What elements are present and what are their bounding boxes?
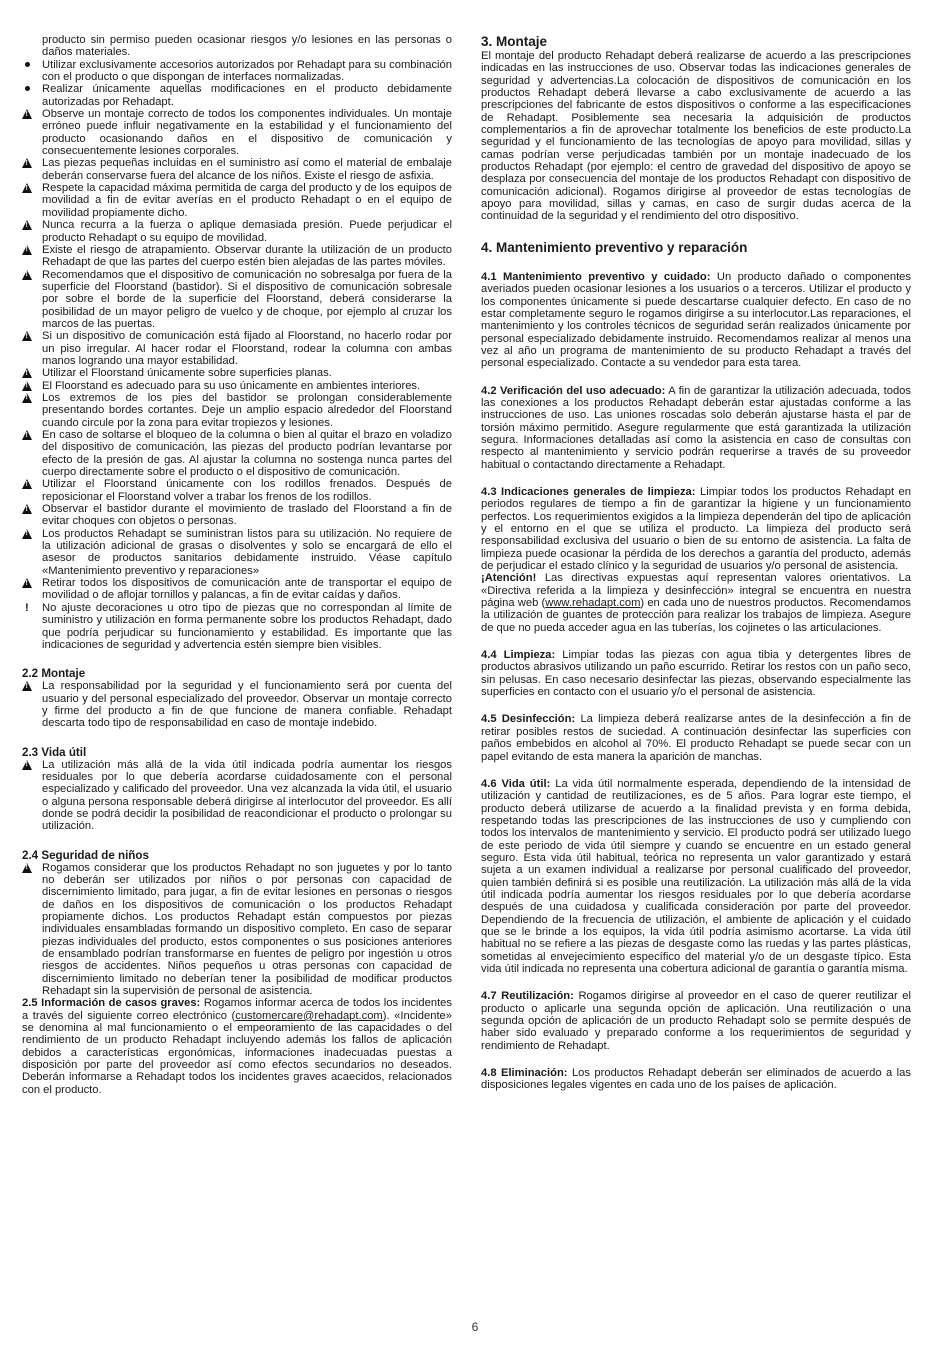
section-2-2 [22, 667, 452, 729]
list-item-text: En caso de soltarse el bloqueo de la columna o bien al quitar el brazo en voladizo del dispositivo de comunicación, las piezas del producto podrían levantarse por efecto de la presión de gas. Al ajustar la columna no sostenga nunca partes del cuerpo directamente sobre el producto o el dispositivo de comunicación. [42, 429, 452, 479]
list-item [22, 478, 452, 503]
section-2-4 [22, 849, 452, 998]
bullet-icon [22, 83, 40, 95]
list-item [22, 577, 452, 602]
left-column [22, 34, 452, 1096]
list-item-text: Utilizar el Floorstand únicamente con los rodillos frenados. Después de reposicionar el Floorstand volver a trabar los frenos de los rodillos. [42, 478, 452, 503]
section-text: El montaje del producto Rehadapt deberá realizarse de acuerdo a las prescripciones indicadas en las instrucciones de uso. Observar todas las indicaciones generales de seguridad y advertencias.La colocación de dispositivos de comunicación en los productos Rehadapt deberá llevarse a cabo exclusivamente de acuerdo a las prescripciones del fabricante de estos dispositivos o conforme a las especificaciones de Rehadapt. Posiblemente sea necesaria la adquisición de productos complementarios a fin de aprovechar totalmente los beneficios de este producto.La seguridad y el funcionamiento de las tecnologías de apoyo para movilidad, sillas y camas podrían verse perjudicadas también por un montaje inadecuado de los productos Rehadapt (por ejemplo: el centro de gravedad del dispositivo de apoyo se desplaza por consecuencia del montaje de los productos Rehadapt con dispositivo de comunicación adicional). Rogamos dirigirse al proveedor de estas tecnologías de apoyo para movilidad, sillas y camas, en caso de surgir dudas acerca de la continuidad de la seguridad y el rendimiento del otro dispositivo. [481, 50, 911, 223]
bullet-icon [22, 59, 40, 71]
section-label: 4.2 Verificación del uso adecuado: [481, 384, 666, 397]
section-text: A fin de garantizar la utilización adecuada, todos las conexiones a los productos Rehadapt deberán estar ajustadas conforme a las instrucciones de uso. Las uniones roscadas solo deberán ajustarse hasta el par de torsión máximo permitido. Asegure regularmente que está garantizada la utilización segura. Informaciones detalladas así como la asistencia en caso de consultas con respecto al mantenimiento y servicio podrán requerirse a través de su proveedor habitual o contactando directamente a Rehadapt. [481, 384, 911, 471]
list-item [22, 759, 452, 833]
warning-icon [22, 244, 40, 257]
warning-icon [22, 219, 40, 232]
section-text: Rogamos dirigirse al proveedor en el caso de querer reutilizar el producto o aplicarle una segunda opción de aplicación. Una reutilización o una segunda opción de aplicación de un producto Rehadapt solo se permite después de haber sido evaluado y preparado conforme a los requerimientos de seguridad y rendimiento de Rehadapt. [481, 990, 912, 1052]
list-item [22, 680, 452, 729]
list-item-text: Utilizar exclusivamente accesorios autorizados por Rehadapt para su combinación con el producto o que dispongan de interfaces normalizadas. [42, 58, 452, 84]
attention-label: ¡Atención! [481, 572, 537, 585]
website-link[interactable]: www.rehadapt.com [545, 597, 641, 610]
warning-icon [22, 269, 40, 282]
warning-icon [22, 577, 40, 590]
section-4-8 [481, 1067, 911, 1092]
warning-icon [22, 392, 40, 405]
list-item [22, 219, 452, 244]
warning-icon [22, 503, 40, 516]
section-label: 4.4 Limpieza: [481, 649, 556, 662]
list-item [22, 380, 452, 392]
section-text: Las directivas expuestas aquí representan valores orientativos. La «Directiva referida a la limpieza y desinfección» integral se encuentra en nuestra página web ( [481, 572, 911, 610]
section-heading: 2.2 Montaje [22, 667, 86, 681]
right-column [481, 34, 911, 1092]
section-text: ) en cada uno de nuestros productos. Recomendamos la utilización de guantes de protección para realizar los trabajos de limpieza. Asegure de que no pueda acceder agua en las tuberías, los cojinetes o las articulaciones. [481, 597, 912, 634]
section-4-6 [481, 778, 911, 976]
warning-icon [22, 680, 40, 693]
list-item-text: Respete la capacidad máxima permitida de carga del producto y de los equipos de movilidad a fin de evitar averías en el producto Rehadapt o en el equipo de movilidad propiamente dicho. [42, 182, 452, 219]
section-label: 2.5 Información de casos graves: [22, 997, 201, 1010]
section-text: La responsabilidad por la seguridad y el funcionamiento será por cuenta del usuario y del personal especializado del proveedor. Observar un montaje correcto y firme del producto a fin de que funcione de manera confiable. Rehadapt descarta todo tipo de responsabilidad en caso de montaje indebido. [42, 680, 452, 730]
section-label: 4.1 Mantenimiento preventivo y cuidado: [481, 270, 711, 283]
list-item-text: El Floorstand es adecuado para su uso únicamente en ambientes interiores. [42, 379, 421, 392]
section-text: Rogamos informar acerca de todos los incidentes a través del siguiente correo electrónico ( [22, 997, 452, 1022]
list-item [22, 59, 452, 84]
section-4-2 [481, 385, 911, 471]
list-item [22, 862, 452, 998]
safety-list [22, 59, 452, 652]
list-item [22, 528, 452, 577]
section-4-1 [481, 271, 911, 370]
warning-icon [22, 862, 40, 875]
section-4-4 [481, 649, 911, 698]
exclamation-icon: ! [25, 601, 29, 614]
list-item [22, 83, 452, 108]
section-text: ). «Incidente» se denomina al mal funcionamiento o el empeoramiento de las capacidades o del rendimiento de un producto Rehadapt incluyendo además los fallos de aplicación debidos a características ergonómicas, informaciones inadecuadas puestas a disposición por parte del proveedor así como efectos secundarios no deseados. Deberán informarse a Rehadapt todos los incidentes graves acaecidos, relacionados con el producto. [22, 1009, 452, 1096]
list-item-text: Las piezas pequeñas incluidas en el suministro así como el material de embalaje deberán conservarse fuera del alcance de los niños. Existe el riesgo de asfixia. [42, 157, 452, 182]
list-item-text: Existe el riesgo de atrapamiento. Observar durante la utilización de un producto Rehadapt de que las partes del cuerpo estén bien alejadas de las partes móviles. [42, 243, 452, 269]
section-heading: 2.3 Vida útil [22, 745, 87, 759]
section-heading: 2.4 Seguridad de niños [22, 848, 149, 862]
section-label: 4.8 Eliminación: [481, 1067, 568, 1080]
list-item [22, 244, 452, 269]
page-number: 6 [471, 1320, 479, 1334]
section-4-3 [481, 486, 911, 634]
list-item [22, 429, 452, 478]
list-item [22, 269, 452, 331]
list-item [22, 602, 452, 651]
list-item-text: Observar el bastidor durante el movimiento de traslado del Floorstand a fin de evitar choques con objetos o personas. [42, 503, 452, 528]
list-item-text: Recomendamos que el dispositivo de comunicación no sobresalga por fuera de la superficie del Floorstand (bastidor). Si el dispositivo de comunicación sobresale por sobre el borde de la superficie del Floorstand, deberá considerarse la posibilidad de un mayor peligro de vuelco y de choque, por ejemplo al cruzar los marcos de las puertas. [42, 268, 452, 330]
list-item-text: Observe un montaje correcto de todos los componentes individuales. Un montaje erróneo puede influir negativamente en la estabilidad y el funcionamiento del producto ocasionando daños en el dispositivo de comunicación y consecuentemente lesiones corporales. [42, 108, 452, 158]
list-item-text: Los productos Rehadapt se suministran listos para su utilización. No requiere de la utilización adicional de grasas o disolventes y solo se encargará de ello el asesor de productos sanitarios debidamente instruido. Véase capítulo «Mantenimiento preventivo y reparaciones» [42, 527, 452, 577]
section-text: La vida útil normalmente esperada, dependiendo de la intensidad de utilización y cantidad de reutilizaciones, es de 5 años. Para lograr este tiempo, el producto deberá utilizarse de acuerdo a la finalidad prevista y en forma debida, respetando todas las prescripciones de las instrucciones de uso y cumpliendo con todos los intervalos de mantenimiento y servicio. El producto podrá ser utilizado luego de este periodo de vida útil siempre y cuando se encuentre en un estado general seguro. Esta vida útil habitual, teórica no representa un valor garantizado y estará sujeta a un examen individual a realizarse por personal cualificado del proveedor, quien también definirá si es posible una reutilización. La utilización más allá de la vida útil indicada podría aumentar los riesgos residuales por lo que debería acordarse después de una cuidadosa y cualificada consideración por parte del proveedor. Dependiendo de la frecuencia de utilización, el ambiente de aplicación y el cuidado que se le brinde a los equipos, la vida útil podría asimismo acortarse. La vida útil habitual no se refiere a las piezas de desgaste como las ruedas y las partes plásticas, sometidas al envejecimiento específico del material y/o de un desgaste típico. Esta vida útil indicada no representa una cobertura adicional de garantía o garantía misma. [481, 777, 911, 975]
warning-icon [22, 367, 40, 380]
warning-icon [22, 478, 40, 491]
list-item [22, 157, 452, 182]
section-label: 4.5 Desinfección: [481, 713, 576, 726]
warning-icon [22, 182, 40, 195]
warning-icon [22, 330, 40, 343]
list-item [22, 503, 452, 528]
list-item-text: Retirar todos los dispositivos de comunicación ante de transportar el equipo de movilidad o de aflojar tornillos y palancas, a fin de evitar caídas y daños. [42, 577, 452, 602]
list-item-text: No ajuste decoraciones u otro tipo de piezas que no correspondan al límite de suministro y utilización en forma permanente sobre los productos Rehadapt, dado que podría perjudicar su funcionamiento y estabilidad. Es importante que las indicaciones de seguridad y advertencia estén siempre bien visibles. [42, 601, 452, 651]
warning-icon [22, 380, 40, 393]
list-item-text: Si un dispositivo de comunicación está fijado al Floorstand, no hacerlo rodar por un piso irregular. Al hacer rodar el Floorstand, rodear la columna con ambas manos logrando una mayor estabilidad. [42, 330, 452, 367]
section-label: 4.7 Reutilización: [481, 990, 574, 1003]
warning-icon [22, 429, 40, 442]
list-item-text: Los extremos de los pies del bastidor se prolongan considerablemente presentando bordes cortantes. Deje un amplio espacio alrededor del Floorstand cuando circule por la zona para evitar tropiezos y lesiones. [42, 391, 452, 429]
section-2-3 [22, 746, 452, 833]
list-item [22, 330, 452, 367]
list-item [22, 367, 452, 379]
list-item-text: Utilizar el Floorstand únicamente sobre superficies planas. [42, 367, 332, 380]
list-item [22, 182, 452, 219]
warning-icon [22, 157, 40, 170]
section-heading-3: 3. Montaje [481, 34, 548, 49]
list-item-text: Realizar únicamente aquellas modificaciones en el producto debidamente autorizadas por Rehadapt. [42, 83, 452, 108]
list-item-text: Nunca recurra a la fuerza o aplique demasiada presión. Puede perjudicar el producto Rehadapt o su equipo de movilidad. [42, 219, 452, 244]
warning-icon [22, 108, 40, 121]
section-text: Los productos Rehadapt deberán ser eliminados de acuerdo a las disposiciones legales vigentes en cada uno de los países de aplicación. [481, 1067, 911, 1092]
section-2-5 [22, 997, 452, 1096]
section-4-7 [481, 990, 911, 1052]
warning-icon [22, 759, 40, 772]
section-heading-4: 4. Mantenimiento preventivo y reparación [481, 239, 748, 255]
list-item [22, 108, 452, 157]
section-text: Limpiar todas las piezas con agua tibia y detergentes libres de productos abrasivos utilizando un paño escurrido. Retirar los restos con un paño seco, sin pelusas. En caso necesario desinfectar las piezas, observando especialmente las superficies en contacto con el usuario y/o el personal de asistencia. [481, 649, 911, 699]
section-4-5 [481, 713, 911, 762]
email-link[interactable]: customercare@rehadapt.com [235, 1009, 383, 1022]
section-text: Rogamos considerar que los productos Rehadapt no son juguetes y por lo tanto no deberán ser utilizados por niños o por personas con capacidad de discernimiento limitado, para jugar, a fin de evitar lesiones en personas o riesgos de daños en los dispositivos de comunicación o los productos Rehadapt propiamente dichos. Los productos Rehadapt están compuestos por piezas individuales ensambladas formando un dispositivo completo. En caso de separar piezas individuales del producto, estos componentes o sus posiciones anteriores de ensamblado podrían transformarse en fuentes de peligro por ingestión u otros riesgos de accidentes. Niños pequeños u otras personas con capacidad de discernimiento limitado no deberían tener la posibilidad de modificar productos Rehadapt sin la supervisión de personal de asistencia. [42, 861, 452, 998]
list-item [22, 392, 452, 429]
section-text: Limpiar todos los productos Rehadapt en periodos regulares de tiempo a fin de garantizar la higiene y un funcionamiento perfectos. Los requerimientos exigidos a la limpieza dependerán del tipo de aplicación y el entorno en el que se utiliza el producto. La limpieza del producto será responsabilidad exclusiva del usuario o bien de su entorno de asistencia. La falta de limpieza puede ocasionar la pérdida de los derechos a garantía del producto, además de perjudicar el estado clínico y la seguridad de usuarios y/o personal de asistencia. [481, 485, 912, 573]
section-text: Un producto dañado o componentes averiados pueden ocasionar lesiones a los usuarios o a terceros. Utilizar el producto y los componentes únicamente si puede descartarse cualquier defecto. En caso de no estar completamente seguro le rogamos dirigirse a su interlocutor.Las reparaciones, el mantenimiento y los controles técnicos de seguridad serán realizados únicamente por personal especializado debidamente instruido. Recomendamos realizar al menos una vez al año un programa de mantenimiento de su producto Rehadapt a través del personal especializado. Contacte a su vendedor para esta tarea. [481, 270, 912, 370]
section-label: 4.3 Indicaciones generales de limpieza: [481, 485, 696, 498]
section-text: La limpieza deberá realizarse antes de la desinfección a fin de retirar posibles restos de suciedad. A continuación desinfectar las superficies con paños embebidos en alcohol al 70%. El producto Rehadapt se puede secar con un papel evitando de esta manera la aparición de manchas. [481, 713, 911, 763]
section-label: 4.6 Vida útil: [481, 777, 551, 790]
intro-continuation: producto sin permiso pueden ocasionar riesgos y/o lesiones en las personas o daños materiales. [42, 34, 452, 59]
warning-icon [22, 528, 40, 541]
section-text: La utilización más allá de la vida útil indicada podría aumentar los riesgos residuales por lo que debería acordarse cuidadosamente con el personal especializado y calificado del proveedor. Una vez alcanzada la vida útil, el usuario o alguna persona responsable deberá dirigirse al interlocutor del proveedor. Es allí donde se podrá decidir la posibilidad de reacondicionar el producto o prolongar su utilización. [42, 758, 452, 833]
